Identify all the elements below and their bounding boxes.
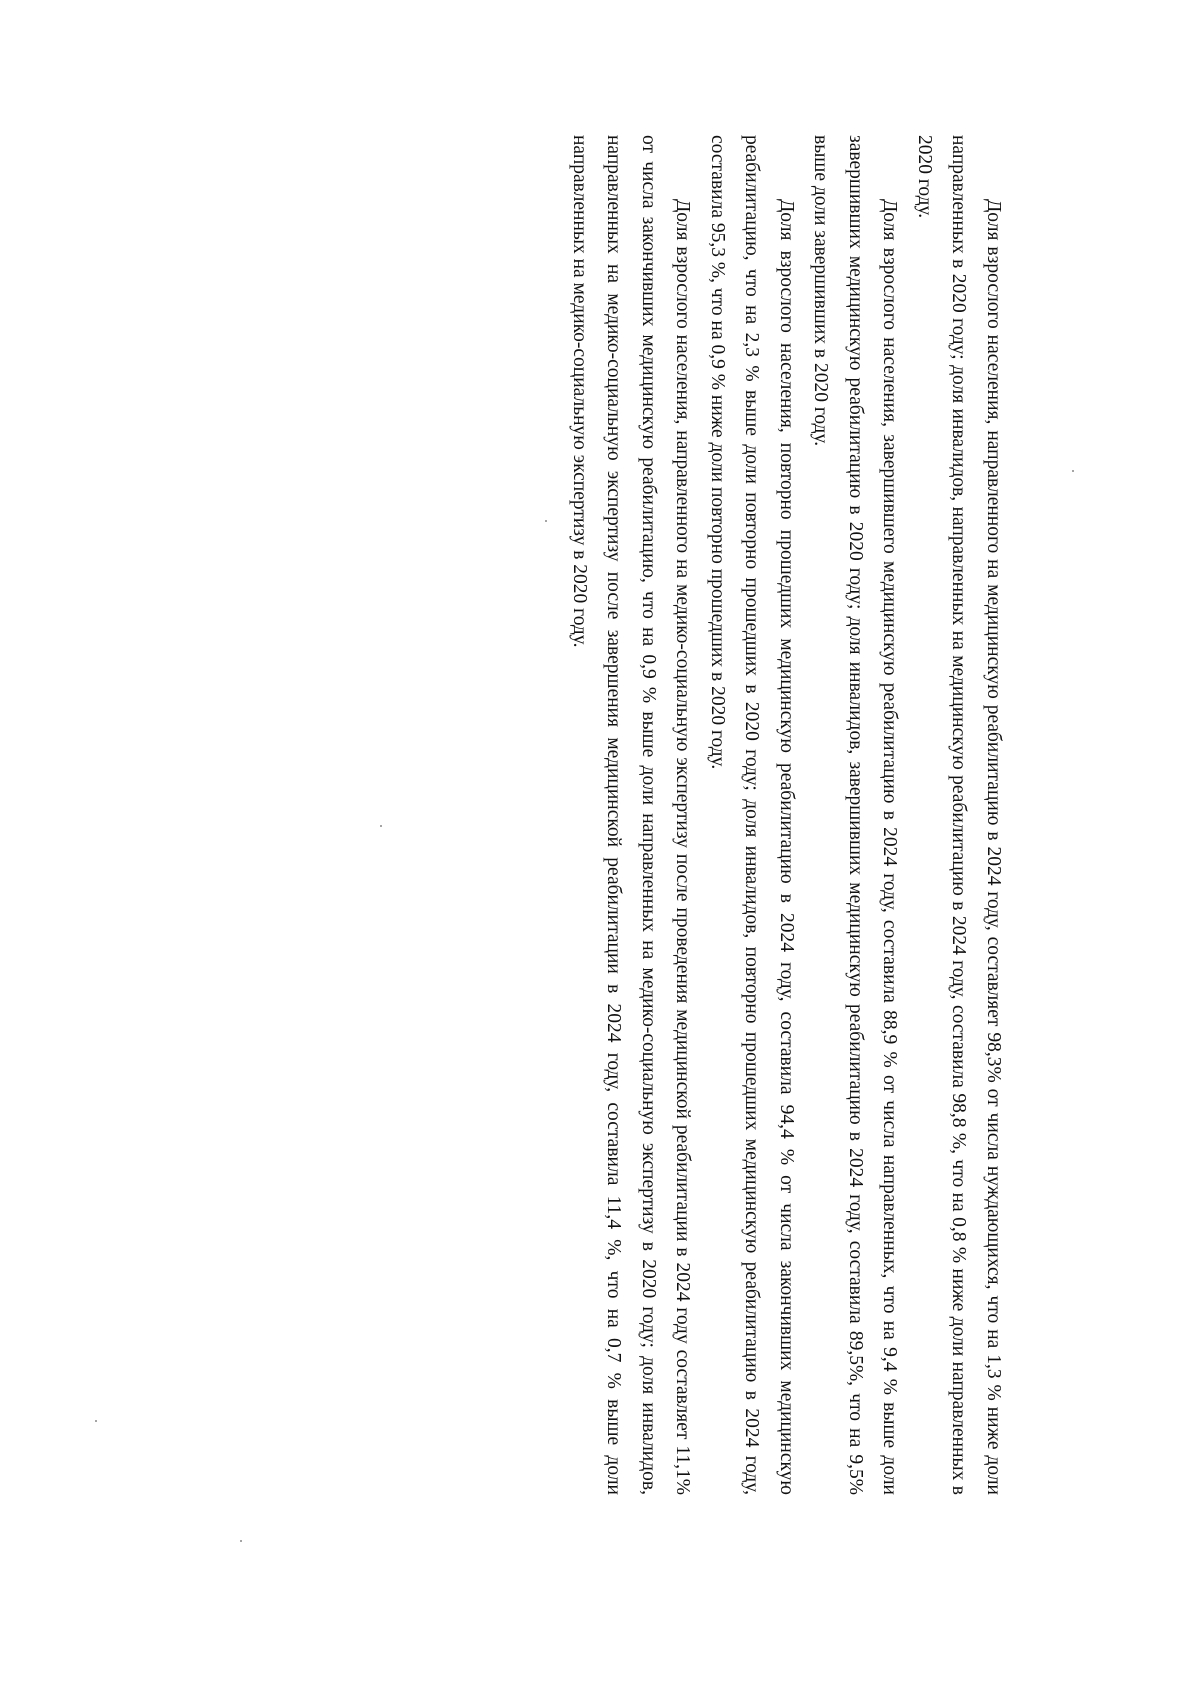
paragraph-rehab-referral: Доля взрослого населения, направленного на медицинскую реабилитацию в 2024 году, составляет 98,3% от числа нуждающихся, что на 1,3 % ниже доли направленных в 2020 году; доля инвалидов, направленных на медицинскую реабилитацию в 2024 году, составила 98,8 %, что на 0,8 % ниже доли направленных в 2020 году.: [914, 135, 1004, 1495]
scan-speck: [545, 520, 547, 522]
paragraph-mse-referral: Доля взрослого населения, направленного на медико-социальную экспертизу после проведения медицинской реабилитации в 2024 году составляет 11,1% от числа закончивших медицинскую реабилитацию, что на 0,9 % выше доли направленных на медико-социальную экспертизу в 2020 году; доля инвалидов, направленных на медико-социальную экспертизу после завершения медицинской реабилитации в 2024 году, составила 11,4 %, что на 0,7 % выше доли направленных на медико-социальную экспертизу в 2020 году.: [569, 135, 694, 1495]
scan-speck: [95, 1420, 97, 1422]
scan-speck: [1072, 470, 1074, 472]
document-body: [480, 135, 1010, 1495]
paragraph-rehab-completion: Доля взрослого населения, завершившего медицинскую реабилитацию в 2024 году, составила 88,9 % от числа направленных, что на 9,4 % выше доли завершивших медицинскую реабилитацию в 2020 году; доля инвалидов, завершивших медицинскую реабилитацию в 2024 году, составила 89,5%, что на 9,5% выше доли завершивших в 2020 году.: [810, 135, 901, 1495]
scan-speck: [240, 1540, 242, 1542]
paragraph-repeat-rehab: Доля взрослого населения, повторно прошедших медицинскую реабилитацию в 2024 году, составила 94,4 % от числа закончивших медицинскую реабилитацию, что на 2,3 % выше доли повторно прошедших в 2020 году; доля инвалидов, повторно прошедших медицинскую реабилитацию в 2024 году, составила 95,3 %, что на 0,9 % ниже доли повторно прошедших в 2020 году.: [707, 135, 797, 1495]
scan-speck: [380, 825, 382, 827]
